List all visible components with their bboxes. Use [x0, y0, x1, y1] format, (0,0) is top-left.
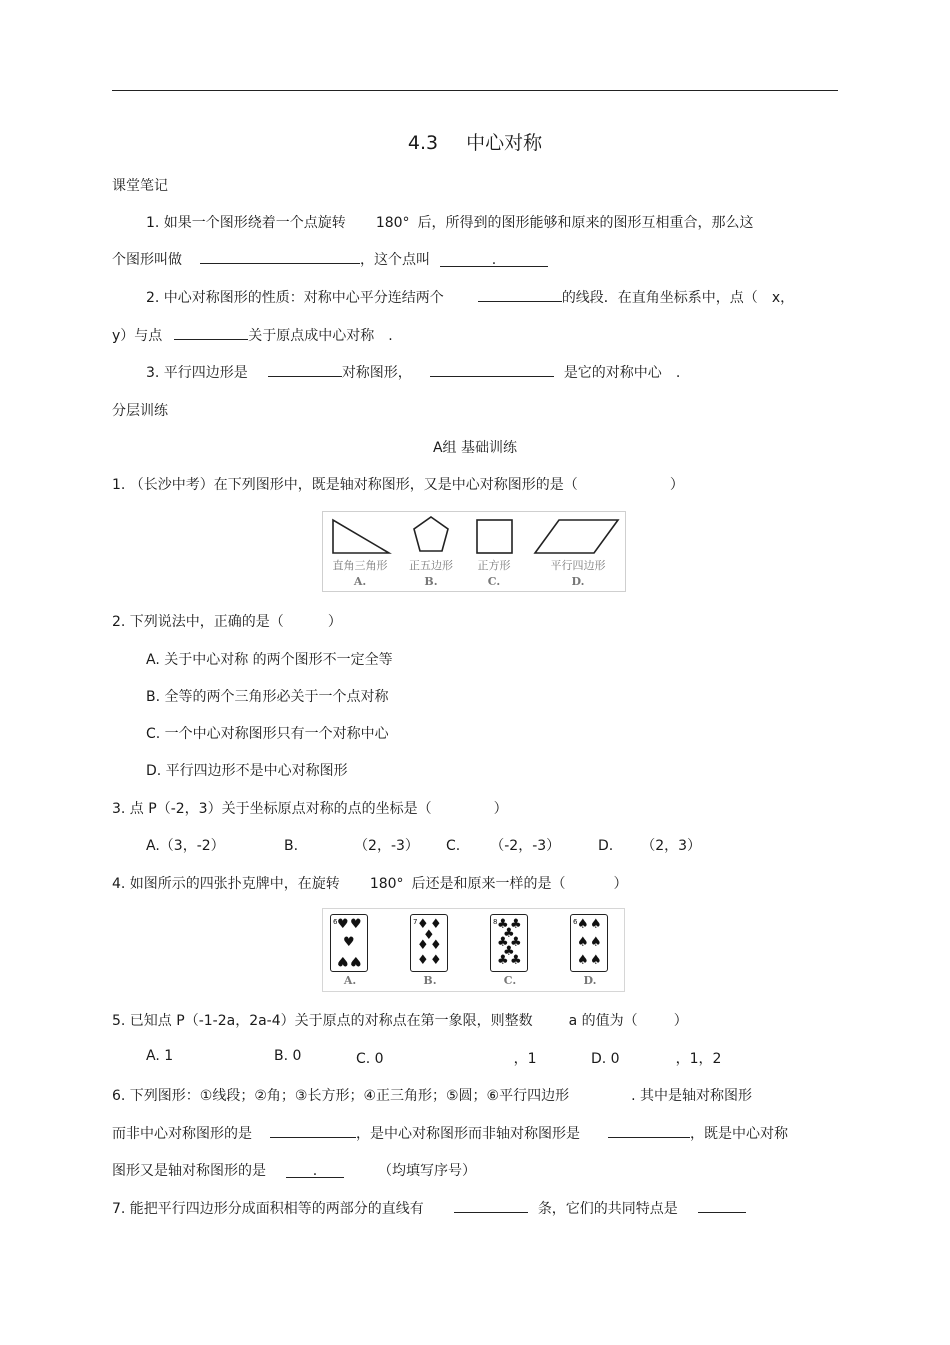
card-d-pip: ♠	[590, 935, 602, 950]
note-1-line-1: 1. 如果一个图形绕着一个点旋转 180° 后，所得到的图形能够和原来的图形互相重合，那么这	[146, 215, 754, 231]
question-3: 3. 点 P（-2，3）关于坐标原点对称的点的坐标是（ ）	[112, 801, 508, 817]
card-c-letter: C.	[503, 974, 517, 987]
card-c-pip: ♣	[510, 953, 522, 968]
question-6-line-2: 而非中心对称图形的是 ，是中心对称图形而非轴对称图形是 ，既是中心对称	[112, 1123, 788, 1143]
card-c-pip: ♣	[510, 935, 522, 950]
blank-parallelogram-type[interactable]	[268, 362, 342, 377]
card-c	[490, 914, 528, 972]
q4-cards-panel	[322, 908, 625, 992]
notes-heading: 课堂笔记	[112, 178, 168, 194]
card-a-pip: ♥	[350, 953, 362, 968]
square-shape	[477, 520, 512, 553]
pentagon-shape	[414, 517, 448, 551]
question-4: 4. 如图所示的四张扑克牌中，在旋转 180° 后还是和原来一样的是（ ）	[112, 876, 628, 892]
q5-option-d[interactable]: D. 0 ，1，2	[591, 1051, 722, 1067]
fig-c-name: 正方形	[477, 559, 511, 572]
note-1-line-2: 个图形叫做 ，这个点叫 .	[112, 249, 548, 269]
fig-c-letter: C.	[487, 575, 501, 588]
q2-option-c[interactable]: C. 一个中心对称图形只有一个对称中心	[146, 726, 389, 742]
card-b-pip: ♦	[423, 928, 435, 943]
fig-b-name: 正五边形	[409, 559, 453, 572]
fig-d-letter: D.	[571, 575, 585, 588]
right-triangle-shape	[333, 520, 389, 553]
card-b-rank: 7	[413, 918, 418, 926]
blank-center-not-axis[interactable]	[608, 1123, 690, 1138]
question-2: 2. 下列说法中，正确的是（ ）	[112, 614, 342, 630]
card-a-letter: A.	[343, 974, 357, 987]
card-b-pip: ♦	[430, 953, 442, 968]
question-1: 1. （长沙中考）在下列图形中，既是轴对称图形，又是中心对称图形的是（ ）	[112, 477, 684, 493]
q5-option-a[interactable]: A. 1	[146, 1048, 174, 1064]
training-heading: 分层训练	[112, 403, 168, 419]
blank-line-count[interactable]	[454, 1198, 528, 1213]
card-d-pip: ♠	[577, 917, 589, 932]
card-b-pip: ♦	[417, 938, 429, 953]
q3-option-a[interactable]: A.（3，-2）	[146, 838, 225, 854]
card-d	[570, 914, 608, 972]
q2-option-a[interactable]: A. 关于中心对称 的两个图形不一定全等	[146, 652, 393, 668]
question-7: 7. 能把平行四边形分成面积相等的两部分的直线有 条，它们的共同特点是	[112, 1198, 746, 1218]
blank-parallelogram-center[interactable]	[430, 362, 554, 377]
q3-option-b[interactable]: B. （2，-3）	[284, 838, 419, 854]
card-b	[410, 914, 448, 972]
card-b-pip: ♦	[417, 917, 429, 932]
parallelogram-shape	[535, 520, 618, 553]
card-c-pip: ♣	[497, 935, 509, 950]
card-c-rank: 8	[493, 918, 498, 926]
card-c-pip: ♣	[510, 917, 522, 932]
question-5: 5. 已知点 P（-1-2a，2a-4）关于原点的对称点在第一象限，则整数 a 的值为（ ）	[112, 1013, 688, 1029]
section-title: 中心对称	[466, 132, 543, 154]
card-d-pip: ♠	[577, 953, 589, 968]
group-heading: A组 基础训练	[432, 440, 518, 456]
card-a-pip: ♥	[343, 935, 355, 950]
card-a-pip: ♥	[337, 917, 349, 932]
card-d-pip: ♠	[590, 917, 602, 932]
card-a-pip: ♥	[350, 917, 362, 932]
fig-a-letter: A.	[353, 575, 367, 588]
blank-both-symmetric[interactable]: .	[286, 1163, 344, 1178]
card-b-letter: B.	[423, 974, 437, 987]
fig-a-name: 直角三角形	[332, 559, 388, 572]
card-d-pip: ♠	[577, 935, 589, 950]
blank-common-feature[interactable]	[698, 1198, 746, 1213]
blank-symmetric-points[interactable]	[478, 287, 562, 302]
note-2-line-2: y）与点 关于原点成中心对称 .	[112, 325, 393, 345]
card-d-rank: 6	[573, 918, 578, 926]
card-b-pip: ♦	[417, 953, 429, 968]
card-d-letter: D.	[583, 974, 597, 987]
card-c-pip: ♣	[503, 926, 515, 941]
card-c-pip: ♣	[503, 944, 515, 959]
card-b-pip: ♦	[430, 938, 442, 953]
fig-b-letter: B.	[424, 575, 438, 588]
q2-option-b[interactable]: B. 全等的两个三角形必关于一个点对称	[146, 689, 389, 705]
q1-figure-panel	[322, 511, 626, 592]
q2-option-d[interactable]: D. 平行四边形不是中心对称图形	[146, 763, 348, 779]
page-title	[0, 128, 950, 155]
blank-symmetry-center[interactable]: .	[440, 252, 548, 267]
card-a-rank: 6	[333, 918, 338, 926]
fig-d-name: 平行四边形	[550, 559, 606, 572]
section-number: 4.3	[407, 132, 439, 154]
card-a	[330, 914, 368, 972]
card-c-pip: ♣	[497, 953, 509, 968]
card-a-pip: ♥	[337, 953, 349, 968]
q5-option-c[interactable]: C. 0 ，1	[356, 1051, 537, 1067]
note-3: 3. 平行四边形是 对称图形， 是它的对称中心 .	[146, 362, 680, 382]
question-6-line-1: 6. 下列图形：①线段；②角；③长方形；④正三角形；⑤圆；⑥平行四边形 . 其中是轴对称图形	[112, 1088, 753, 1104]
blank-axis-not-center[interactable]	[270, 1123, 356, 1138]
card-c-pip: ♣	[497, 917, 509, 932]
card-b-pip: ♦	[430, 917, 442, 932]
blank-center-symmetric-figure[interactable]	[200, 249, 360, 264]
q3-option-c[interactable]: C. （-2，-3）	[446, 838, 561, 854]
question-6-line-3: 图形又是轴对称图形的是 . （均填写序号）	[112, 1163, 476, 1179]
card-d-pip: ♠	[590, 953, 602, 968]
blank-symmetric-point[interactable]	[174, 325, 248, 340]
note-2-line-1: 2. 中心对称图形的性质：对称中心平分连结两个 的线段．在直角坐标系中，点（ x，	[146, 287, 794, 307]
q3-option-d[interactable]: D. （2，3）	[598, 838, 702, 854]
header-rule	[112, 90, 838, 91]
q5-option-b[interactable]: B. 0	[274, 1048, 302, 1064]
